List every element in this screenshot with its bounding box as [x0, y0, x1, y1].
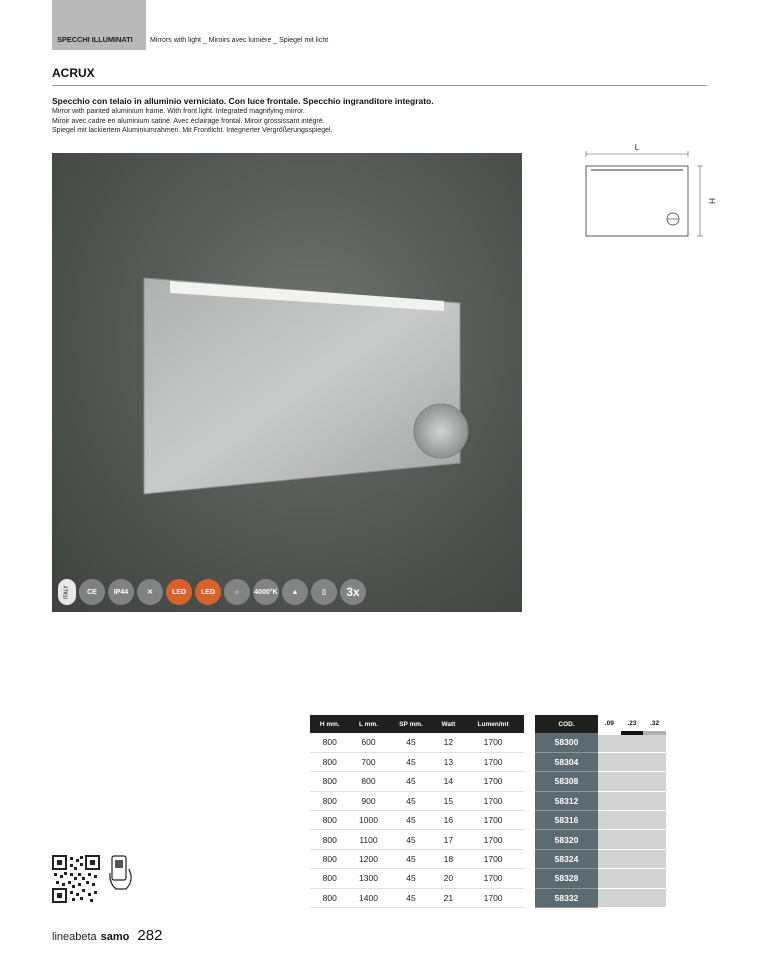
- feature-icons: [58, 578, 366, 606]
- page-number: 282: [137, 927, 163, 944]
- description-french: Miroir avec cadre en aluminium satiné. Avec éclairage frontal. Miroir grossissant intégré.: [52, 117, 325, 125]
- product-photo: [52, 153, 522, 612]
- touch-switch-icon: ▲: [282, 579, 308, 605]
- mirror-illustration: [52, 153, 522, 612]
- led-ring-icon: LED: [195, 579, 221, 605]
- table-cell: 800: [310, 811, 350, 830]
- table-cell: 1700: [462, 791, 524, 810]
- table-cell: 700: [350, 752, 388, 771]
- code-row: [535, 791, 666, 810]
- dimensions-table: [310, 715, 524, 908]
- header-lumen: Lumen/mt: [462, 715, 524, 733]
- divider: [52, 85, 707, 86]
- table-cell: 45: [387, 888, 434, 907]
- table-row: [310, 733, 524, 752]
- table-cell: 1400: [350, 888, 388, 907]
- table-cell: 1100: [350, 830, 388, 849]
- battery-icon: ▯: [311, 579, 337, 605]
- code-row: [535, 752, 666, 771]
- header-code: COD.: [535, 715, 598, 733]
- table-cell: 800: [310, 791, 350, 810]
- finish-cell: [598, 888, 666, 907]
- table-cell: 45: [387, 791, 434, 810]
- table-cell: 18: [435, 849, 463, 868]
- table-cell: 20: [435, 869, 463, 888]
- table-row: [310, 888, 524, 907]
- table-cell: 1700: [462, 849, 524, 868]
- brand-lineabeta: lineabeta: [52, 931, 97, 943]
- finish-32: .32: [643, 715, 666, 733]
- table-cell: 15: [435, 791, 463, 810]
- product-description: [52, 96, 552, 136]
- header-length: L mm.: [350, 715, 388, 733]
- ce-mark-icon: CE: [79, 579, 105, 605]
- qr-code-icon[interactable]: [52, 855, 100, 903]
- magnify-3x-icon: 3x: [340, 579, 366, 605]
- table-cell: 21: [435, 888, 463, 907]
- category-subtitle: Mirrors with light _ Miroirs avec lumière _ Spiegel mit licht: [150, 37, 329, 44]
- table-cell: 45: [387, 733, 434, 752]
- table-row: [310, 791, 524, 810]
- finish-cell: [598, 811, 666, 830]
- table-row: [310, 752, 524, 771]
- table-cell: 800: [310, 849, 350, 868]
- table-cell: 17: [435, 830, 463, 849]
- table-cell: 45: [387, 849, 434, 868]
- description-italian: Specchio con telaio in alluminio verniciato. Con luce frontale. Specchio ingranditore integrato.: [52, 96, 434, 106]
- table-cell: 13: [435, 752, 463, 771]
- table-cell: 45: [387, 869, 434, 888]
- code-row: [535, 733, 666, 752]
- table-cell: 1700: [462, 830, 524, 849]
- table-row: [310, 869, 524, 888]
- code-row: [535, 811, 666, 830]
- dimensions-header-row: [310, 715, 524, 733]
- table-cell: 45: [387, 811, 434, 830]
- table-row: [310, 772, 524, 791]
- table-cell: 600: [350, 733, 388, 752]
- dimmer-icon: ☼: [224, 579, 250, 605]
- product-code: 58300: [535, 733, 598, 752]
- footer-brand: [52, 927, 162, 944]
- ip44-icon: IP44: [108, 579, 134, 605]
- table-cell: 1700: [462, 752, 524, 771]
- finish-09: .09: [598, 715, 621, 733]
- product-title: ACRUX: [52, 66, 95, 80]
- code-row: [535, 830, 666, 849]
- header-height: H mm.: [310, 715, 350, 733]
- table-cell: 1700: [462, 869, 524, 888]
- category-label: SPECCHI ILLUMINATI: [57, 35, 133, 44]
- table-cell: 14: [435, 772, 463, 791]
- dimension-label-h: H: [707, 198, 716, 204]
- italy-badge-icon: ITALY: [58, 579, 76, 605]
- table-cell: 45: [387, 772, 434, 791]
- brand-samo: samo: [100, 931, 130, 943]
- table-cell: 16: [435, 811, 463, 830]
- no-bulb-icon: ✕: [137, 579, 163, 605]
- codes-table: [535, 715, 666, 908]
- smartphone-scan-icon: [108, 855, 134, 891]
- table-row: [310, 830, 524, 849]
- code-row: [535, 888, 666, 907]
- product-code: 58304: [535, 752, 598, 771]
- table-cell: 800: [310, 830, 350, 849]
- product-code: 58332: [535, 888, 598, 907]
- header-watt: Watt: [435, 715, 463, 733]
- table-cell: 900: [350, 791, 388, 810]
- header-depth: SP mm.: [387, 715, 434, 733]
- code-row: [535, 869, 666, 888]
- description-english: Mirror with painted aluminium frame. With front light. Integrated magnifying mirror.: [52, 108, 305, 115]
- table-cell: 1000: [350, 811, 388, 830]
- table-cell: 45: [387, 830, 434, 849]
- table-cell: 800: [310, 888, 350, 907]
- product-code: 58328: [535, 869, 598, 888]
- table-cell: 800: [350, 772, 388, 791]
- dimension-diagram: [580, 140, 720, 250]
- led-icon: LED: [166, 579, 192, 605]
- table-row: [310, 811, 524, 830]
- table-row: [310, 849, 524, 868]
- table-cell: 800: [310, 869, 350, 888]
- table-cell: 800: [310, 772, 350, 791]
- table-cell: 45: [387, 752, 434, 771]
- finish-cell: [598, 733, 666, 752]
- table-cell: 1700: [462, 811, 524, 830]
- finish-cell: [598, 849, 666, 868]
- product-code: 58312: [535, 791, 598, 810]
- table-cell: 1700: [462, 772, 524, 791]
- code-row: [535, 772, 666, 791]
- product-code: 58308: [535, 772, 598, 791]
- description-german: Spiegel mit lackiertem Aluminiumrahmen. Mit Frontlicht. Integrierter Vergrößerungsspiegel.: [52, 127, 333, 134]
- product-code: 58320: [535, 830, 598, 849]
- finish-cell: [598, 772, 666, 791]
- color-temp-icon: 4000°K: [253, 579, 279, 605]
- table-cell: 1700: [462, 733, 524, 752]
- table-cell: 1700: [462, 888, 524, 907]
- product-code: 58324: [535, 849, 598, 868]
- table-cell: 1300: [350, 869, 388, 888]
- code-row: [535, 849, 666, 868]
- finish-cell: [598, 869, 666, 888]
- finish-cell: [598, 791, 666, 810]
- table-cell: 800: [310, 733, 350, 752]
- product-code: 58316: [535, 811, 598, 830]
- category-tag: [52, 0, 146, 50]
- table-cell: 1200: [350, 849, 388, 868]
- dimension-label-l: L: [634, 143, 640, 152]
- table-cell: 800: [310, 752, 350, 771]
- table-cell: 12: [435, 733, 463, 752]
- finish-cell: [598, 752, 666, 771]
- finish-23: .23: [621, 715, 644, 733]
- codes-header-row: [535, 715, 666, 733]
- finish-cell: [598, 830, 666, 849]
